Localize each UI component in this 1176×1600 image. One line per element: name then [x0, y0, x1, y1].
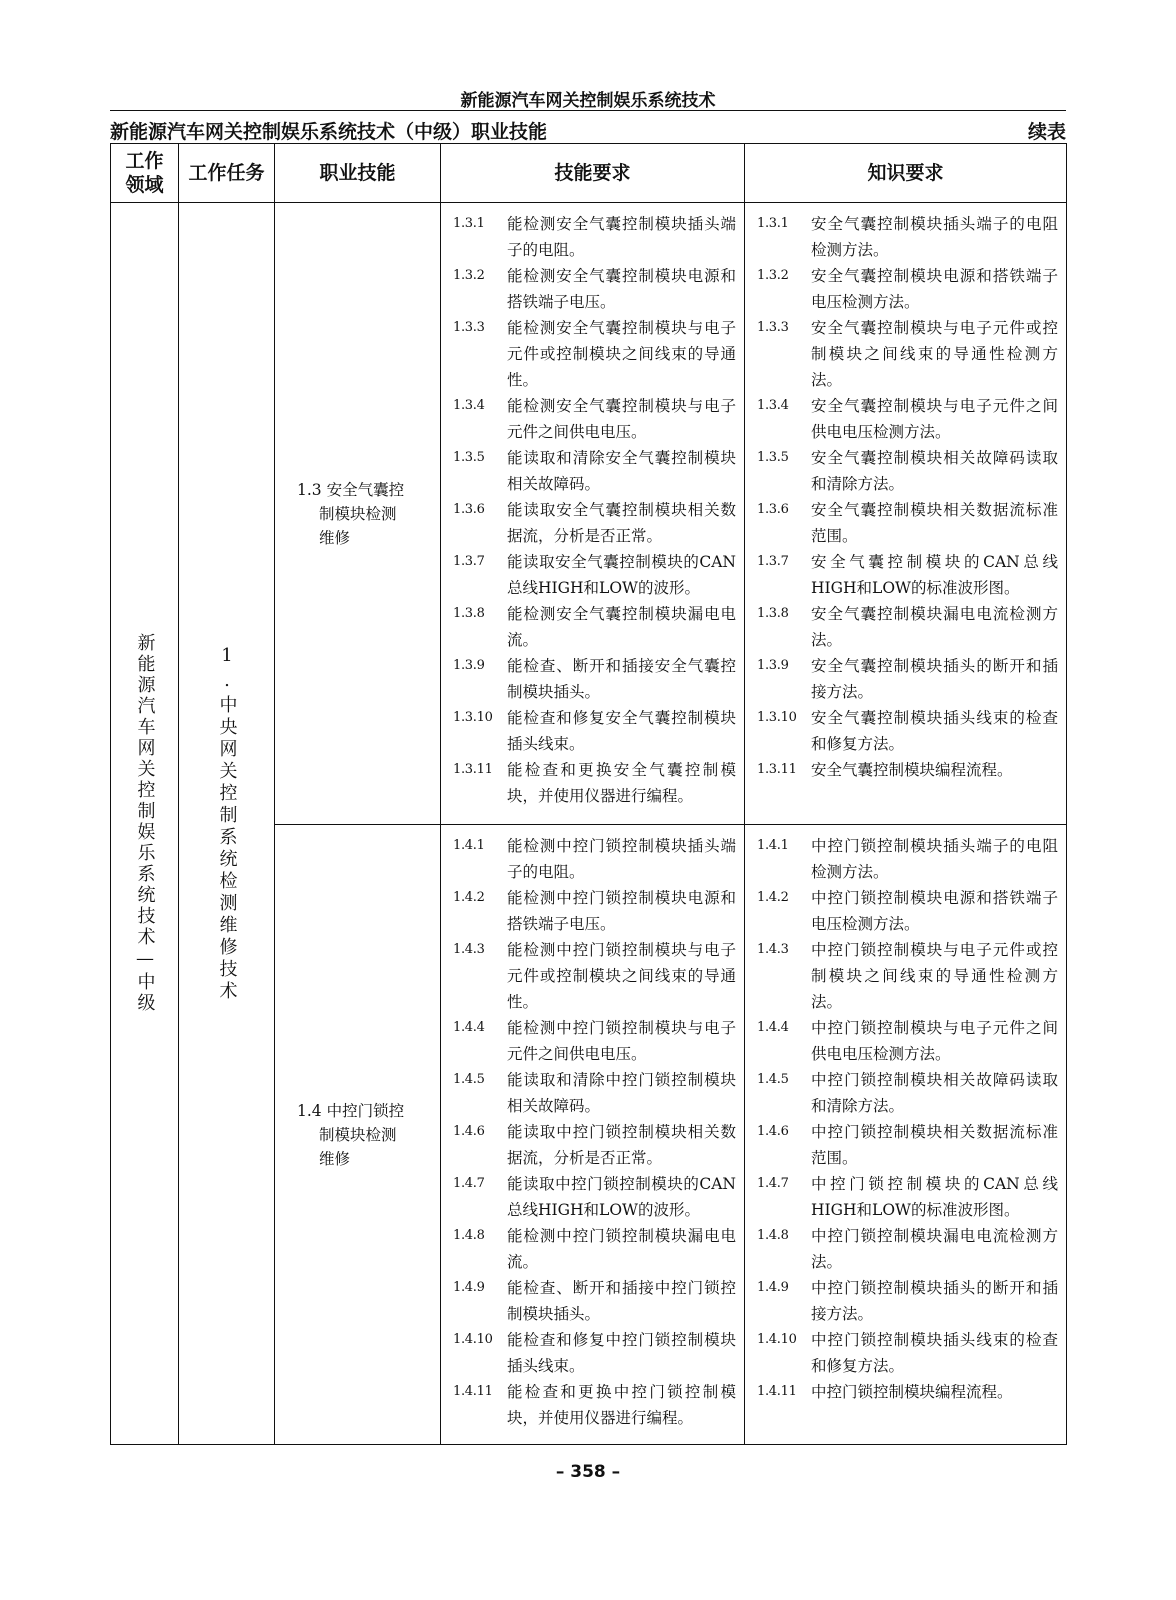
list-item — [745, 885, 1066, 937]
header-rule — [110, 110, 1066, 111]
item-text: 安全气囊控制模块插头的断开和插接方法。 — [811, 657, 1058, 701]
list-item — [441, 393, 744, 445]
knowledge-requirements-list — [745, 833, 1066, 1405]
table-title: 新能源汽车网关控制娱乐系统技术（中级）职业技能 — [110, 121, 548, 143]
list-item — [745, 445, 1066, 497]
item-text: 能检查、断开和插接中控门锁控制模块插头。 — [507, 1279, 736, 1323]
item-text: 能读取中控门锁控制模块相关数据流，分析是否正常。 — [507, 1123, 736, 1167]
item-code: 1.3.5 — [453, 450, 485, 465]
item-text: 中控门锁控制模块与电子元件之间供电电压检测方法。 — [811, 1019, 1058, 1063]
list-item — [441, 549, 744, 601]
item-code: 1.3.7 — [453, 554, 485, 569]
list-item — [441, 1223, 744, 1275]
item-text: 能检测安全气囊控制模块与电子元件之间供电电压。 — [507, 397, 736, 441]
item-code: 1.4.11 — [453, 1384, 493, 1399]
item-code: 1.4.9 — [453, 1280, 485, 1295]
work-task-cell — [179, 203, 275, 1445]
list-item — [441, 1379, 744, 1431]
item-text: 中控门锁控制模块插头线束的检查和修复方法。 — [811, 1331, 1058, 1375]
list-item — [745, 1015, 1066, 1067]
item-code: 1.3.2 — [453, 268, 485, 283]
item-text: 能检测中控门锁控制模块电源和搭铁端子电压。 — [507, 889, 736, 933]
list-item — [745, 1327, 1066, 1379]
header-skill: 职业技能 — [275, 144, 441, 203]
item-text: 安全气囊控制模块相关数据流标准范围。 — [811, 501, 1058, 545]
header-knowledge-requirements: 知识要求 — [745, 144, 1067, 203]
item-text: 安全气囊控制模块电源和搭铁端子电压检测方法。 — [811, 267, 1058, 311]
item-code: 1.3.11 — [453, 762, 493, 777]
item-code: 1.4.3 — [453, 942, 485, 957]
item-code: 1.4.5 — [453, 1072, 485, 1087]
list-item — [745, 393, 1066, 445]
list-item — [745, 549, 1066, 601]
skill-title: 1.3 安全气囊控 — [297, 480, 405, 499]
list-item — [441, 653, 744, 705]
list-item — [441, 1067, 744, 1119]
list-item — [745, 1223, 1066, 1275]
item-text: 能读取安全气囊控制模块相关数据流，分析是否正常。 — [507, 501, 736, 545]
table-caption — [110, 117, 1066, 144]
item-code: 1.4.5 — [757, 1072, 789, 1087]
list-item — [745, 601, 1066, 653]
list-item — [745, 757, 1066, 783]
list-item — [745, 1119, 1066, 1171]
list-item — [745, 315, 1066, 393]
item-text: 能检查和修复中控门锁控制模块插头线束。 — [507, 1331, 736, 1375]
item-text: 能检查和修复安全气囊控制模块插头线束。 — [507, 709, 736, 753]
item-code: 1.3.8 — [453, 606, 485, 621]
header-work-task: 工作任务 — [179, 144, 275, 203]
work-area-text: 新能源汽车网关控制娱乐系统技术—中级 — [134, 633, 156, 1014]
list-item — [441, 757, 744, 809]
item-code: 1.4.4 — [757, 1020, 789, 1035]
item-text: 能检测安全气囊控制模块插头端子的电阻。 — [507, 215, 736, 259]
list-item — [441, 1015, 744, 1067]
item-code: 1.3.6 — [757, 502, 789, 517]
item-text: 中控门锁控制模块插头端子的电阻检测方法。 — [811, 837, 1058, 881]
item-text: 安全气囊控制模块相关故障码读取和清除方法。 — [811, 449, 1058, 493]
header-work-area: 工作领域 — [111, 144, 179, 203]
item-code: 1.4.8 — [757, 1228, 789, 1243]
item-code: 1.3.9 — [453, 658, 485, 673]
item-code: 1.3.4 — [453, 398, 485, 413]
item-code: 1.3.1 — [757, 216, 789, 231]
item-text: 中控门锁控制模块相关故障码读取和清除方法。 — [811, 1071, 1058, 1115]
item-code: 1.3.11 — [757, 762, 797, 777]
item-code: 1.4.10 — [757, 1332, 797, 1347]
item-code: 1.4.1 — [453, 838, 485, 853]
item-text: 能检测安全气囊控制模块与电子元件或控制模块之间线束的导通性。 — [507, 319, 736, 389]
item-code: 1.3.9 — [757, 658, 789, 673]
knowledge-requirements-cell — [745, 825, 1067, 1445]
item-text: 安全气囊控制模块与电子元件或控制模块之间线束的导通性检测方法。 — [811, 319, 1058, 389]
item-code: 1.3.10 — [453, 710, 493, 725]
item-text: 能检查、断开和插接安全气囊控制模块插头。 — [507, 657, 736, 701]
item-code: 1.4.6 — [453, 1124, 485, 1139]
item-text: 安全气囊控制模块漏电电流检测方法。 — [811, 605, 1058, 649]
list-item — [441, 1327, 744, 1379]
skill-requirements-cell — [441, 203, 745, 825]
item-code: 1.3.3 — [757, 320, 789, 335]
list-item — [441, 497, 744, 549]
skill-title: 1.4 中控门锁控 — [297, 1101, 405, 1120]
skill-requirements-cell — [441, 825, 745, 1445]
item-code: 1.4.10 — [453, 1332, 493, 1347]
item-text: 安全气囊控制模块的CAN总线HIGH和LOW的标准波形图。 — [811, 553, 1058, 597]
item-text: 能检测安全气囊控制模块电源和搭铁端子电压。 — [507, 267, 736, 311]
item-code: 1.4.2 — [453, 890, 485, 905]
item-text: 能读取和清除安全气囊控制模块相关故障码。 — [507, 449, 736, 493]
item-text: 中控门锁控制模块与电子元件或控制模块之间线束的导通性检测方法。 — [811, 941, 1058, 1011]
item-text: 中控门锁控制模块插头的断开和插接方法。 — [811, 1279, 1058, 1323]
running-head: 新能源汽车网关控制娱乐系统技术 — [460, 91, 716, 111]
item-text: 能检测中控门锁控制模块与电子元件或控制模块之间线束的导通性。 — [507, 941, 736, 1011]
list-item — [745, 211, 1066, 263]
item-code: 1.3.4 — [757, 398, 789, 413]
item-code: 1.4.7 — [453, 1176, 485, 1191]
skills-table-wrap — [110, 143, 1067, 1445]
skill-requirements-list — [441, 833, 744, 1431]
item-text: 能读取和清除中控门锁控制模块相关故障码。 — [507, 1071, 736, 1115]
item-text: 能检测中控门锁控制模块与电子元件之间供电电压。 — [507, 1019, 736, 1063]
list-item — [441, 1275, 744, 1327]
list-item — [745, 937, 1066, 1015]
list-item — [441, 445, 744, 497]
item-code: 1.4.9 — [757, 1280, 789, 1295]
item-text: 中控门锁控制模块编程流程。 — [811, 1383, 1013, 1401]
item-text: 安全气囊控制模块插头线束的检查和修复方法。 — [811, 709, 1058, 753]
list-item — [441, 601, 744, 653]
item-text: 能检测中控门锁控制模块漏电电流。 — [507, 1227, 736, 1271]
list-item — [745, 705, 1066, 757]
item-code: 1.4.8 — [453, 1228, 485, 1243]
list-item — [745, 653, 1066, 705]
item-text: 安全气囊控制模块编程流程。 — [811, 761, 1013, 779]
item-code: 1.4.4 — [453, 1020, 485, 1035]
continued-label: 续表 — [1027, 121, 1066, 143]
item-text: 中控门锁控制模块相关数据流标准范围。 — [811, 1123, 1058, 1167]
page-number: – 358 – — [555, 1462, 621, 1482]
item-text: 能读取中控门锁控制模块的CAN总线HIGH和LOW的波形。 — [507, 1175, 736, 1219]
item-text: 能检查和更换中控门锁控制模块，并使用仪器进行编程。 — [507, 1383, 736, 1427]
list-item — [441, 263, 744, 315]
item-code: 1.3.8 — [757, 606, 789, 621]
item-text: 能检测中控门锁控制模块插头端子的电阻。 — [507, 837, 736, 881]
item-code: 1.4.2 — [757, 890, 789, 905]
item-text: 中控门锁控制模块电源和搭铁端子电压检测方法。 — [811, 889, 1058, 933]
list-item — [745, 1171, 1066, 1223]
table-row — [111, 203, 1067, 825]
item-code: 1.4.6 — [757, 1124, 789, 1139]
list-item — [441, 937, 744, 1015]
item-text: 能检查和更换安全气囊控制模块，并使用仪器进行编程。 — [507, 761, 736, 805]
item-code: 1.3.10 — [757, 710, 797, 725]
list-item — [745, 497, 1066, 549]
item-text: 中控门锁控制模块的CAN总线HIGH和LOW的标准波形图。 — [811, 1175, 1058, 1219]
item-text: 中控门锁控制模块漏电电流检测方法。 — [811, 1227, 1058, 1271]
item-code: 1.4.3 — [757, 942, 789, 957]
header-skill-requirements: 技能要求 — [441, 144, 745, 203]
item-code: 1.4.7 — [757, 1176, 789, 1191]
list-item — [745, 1379, 1066, 1405]
item-code: 1.3.3 — [453, 320, 485, 335]
list-item — [441, 833, 744, 885]
list-item — [745, 1275, 1066, 1327]
list-item — [441, 1171, 744, 1223]
knowledge-requirements-list — [745, 211, 1066, 783]
item-code: 1.3.7 — [757, 554, 789, 569]
list-item — [441, 211, 744, 263]
list-item — [441, 1119, 744, 1171]
work-area-cell — [111, 203, 179, 1445]
item-code: 1.3.2 — [757, 268, 789, 283]
work-task-text: 1.中央网关控制系统检测维修技术 — [216, 644, 238, 1003]
item-code: 1.4.1 — [757, 838, 789, 853]
knowledge-requirements-cell — [745, 203, 1067, 825]
list-item — [745, 1067, 1066, 1119]
item-code: 1.4.11 — [757, 1384, 797, 1399]
item-code: 1.3.6 — [453, 502, 485, 517]
list-item — [441, 885, 744, 937]
skill-requirements-list — [441, 211, 744, 809]
list-item — [441, 315, 744, 393]
list-item — [745, 263, 1066, 315]
skills-table — [110, 143, 1067, 1445]
skill-cell: 1.3 安全气囊控 制模块检测 维修 — [275, 203, 441, 825]
item-text: 能读取安全气囊控制模块的CAN总线HIGH和LOW的波形。 — [507, 553, 736, 597]
item-code: 1.3.1 — [453, 216, 485, 231]
list-item — [745, 833, 1066, 885]
list-item — [441, 705, 744, 757]
item-text: 安全气囊控制模块插头端子的电阻检测方法。 — [811, 215, 1058, 259]
skill-cell: 1.4 中控门锁控 制模块检测 维修 — [275, 825, 441, 1445]
table-header-row — [111, 144, 1067, 203]
item-text: 能检测安全气囊控制模块漏电电流。 — [507, 605, 736, 649]
item-text: 安全气囊控制模块与电子元件之间供电电压检测方法。 — [811, 397, 1058, 441]
item-code: 1.3.5 — [757, 450, 789, 465]
